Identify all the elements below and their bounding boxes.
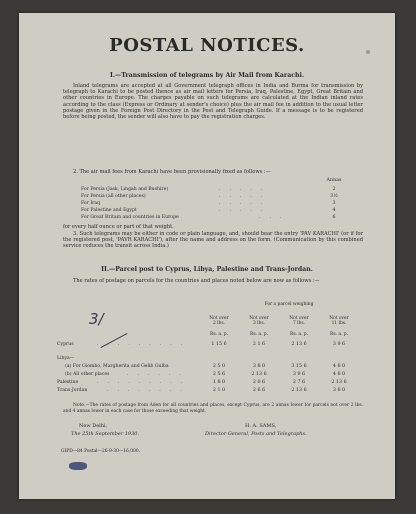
parcel-row-place: Palestine xyxy=(57,380,79,385)
col-header xyxy=(321,316,357,326)
col-header-l1: Not over xyxy=(249,316,269,321)
leader-dots: ..... xyxy=(219,201,272,206)
leader-dots: ..... xyxy=(219,194,272,199)
section-2-paragraph-1: The rates of postage on parcels for the countries and places noted below are now as follows :— xyxy=(73,278,320,284)
fee-row-dest: For Persia (Jask, Lingah and Bushire) xyxy=(81,187,169,192)
col-header-l2: 7 lbs. xyxy=(292,321,306,327)
parcel-rate: 2 5 0 xyxy=(212,364,226,369)
col-header-l2: 11 lbs. xyxy=(331,321,347,327)
section-1-paragraph-2: 2. The air mail fees from Karachi have been provisionally fixed as follows :— xyxy=(73,169,271,175)
notice-sheet xyxy=(19,13,395,499)
fee-row-dest: For Palestine and Egypt xyxy=(81,208,137,213)
fee-row-dest: For Persia (all other places) xyxy=(81,194,146,199)
leader-dots: ... xyxy=(259,215,291,220)
section-1-paragraph-3: 3. Such telegrams may be either in code or plain language, and, should bear the entry 'PAV KARACHI' (or if for the registered post, 'PAVR KARACHI'), after the name and address on the form. (Communication by this combined service reduces the transit across India.) xyxy=(63,231,363,250)
parcel-row-place: Trans-Jordan xyxy=(57,388,88,393)
parcel-rate: 2 5 6 xyxy=(212,372,226,377)
parcel-rate: 2 13 6 xyxy=(291,388,307,393)
parcel-rate: 2 7 6 xyxy=(292,380,306,385)
leader-dots: ......... xyxy=(97,342,192,347)
col-header-l1: Not over xyxy=(209,316,229,321)
col-header-l2: 2 lbs. xyxy=(212,321,226,327)
signatory-office: Director-General, Posts and Telegraphs. xyxy=(205,431,307,437)
signatory-name: H. A. SAMS, xyxy=(245,423,277,429)
parcel-rate: 4 6 0 xyxy=(332,372,346,377)
units-label: Rs. a. p. xyxy=(250,332,268,337)
section-1-paragraph-1: Inland telegrams are accepted at all Government telegraph offices in India and Burma for transmission by telegraph to Karachi to be posted thence as air mail letters for Persia, Iraq, Palestine, Egypt, Great Britain and other countries in Europe. The charges payable on such telegrams are calculated at the Indian inland rates according to the class (Express or Ordinary at sender's choice) plus the air mail fee in addition to the usual letter postage given in the Foreign Post Directory in the Post and Telegraph Guide. If a message is to be registered before being posted, the sender will also have to pay the registration charges. xyxy=(63,83,363,121)
parcel-rate: 3 15 6 xyxy=(291,364,307,369)
col-header-l1: Not over xyxy=(289,316,309,321)
parcel-rate: 3 9 6 xyxy=(332,342,346,347)
leader-dots: ..... xyxy=(219,187,272,192)
parcel-row-place: (b) All other places xyxy=(65,372,110,377)
parcel-rate: 2 13 6 xyxy=(331,380,347,385)
col-header xyxy=(241,316,277,326)
units-label: Rs. a. p. xyxy=(290,332,308,337)
ink-stamp-mark xyxy=(69,462,87,470)
page-title: POSTAL NOTICES. xyxy=(109,35,305,56)
parcel-rate: 2 13 6 xyxy=(251,372,267,377)
fee-row-amount: 3½ xyxy=(330,194,338,199)
parcel-rate: 2 6 6 xyxy=(252,388,266,393)
parcel-rate: 4 6 0 xyxy=(332,364,346,369)
units-label: Rs. a. p. xyxy=(210,332,228,337)
issue-date: The 25th September 1930. xyxy=(71,431,140,437)
leader-dots: ......... xyxy=(97,380,192,385)
parcel-rate: 1 15 6 xyxy=(211,342,227,347)
fee-row-amount: 6 xyxy=(332,215,336,220)
section-2-heading: II.—Parcel post to Cyprus, Libya, Palestine and Trans-Jordan. xyxy=(101,266,313,273)
parcel-row-place: (a) For Giombo, Margherita and Gelib Gulba xyxy=(65,364,169,369)
parcel-row-place: Cyprus xyxy=(57,342,74,347)
annas-header: Annas xyxy=(326,178,342,183)
leader-dots: ..... xyxy=(219,208,272,213)
leader-dots: ...... xyxy=(127,372,190,377)
section-2-note: Note.—The rates of postage from Aden for all countries and places, except Cyprus, are 2 annas lower for parcels not over 2 lbs. and 4 annas lower in each case for those exceeding that weight. xyxy=(63,403,363,414)
parcel-rate: 2 0 6 xyxy=(252,380,266,385)
col-header-l2: 3 lbs. xyxy=(252,321,266,327)
parcel-rate: 2 1 0 xyxy=(212,388,226,393)
section-1-heading: I.—Transmission of telegrams by Air Mail from Karachi. xyxy=(110,72,304,79)
fee-row-amount: 3 xyxy=(332,201,336,206)
col-header xyxy=(201,316,237,326)
fee-row-amount: 4 xyxy=(332,208,336,213)
parcel-rate: 3 8 0 xyxy=(252,364,266,369)
units-label: Rs. a. p. xyxy=(330,332,348,337)
parcel-row-place: Libya— xyxy=(57,356,75,361)
parcel-rate: 3 6 0 xyxy=(332,388,346,393)
section-1-paragraph-2b: for every half ounce or part of that weight. xyxy=(63,224,174,230)
fee-row-amount: 2 xyxy=(332,187,336,192)
handwritten-mark: 3/ xyxy=(89,310,104,328)
issue-place: New Delhi, xyxy=(79,423,108,429)
parcel-rate: 1 8 0 xyxy=(212,380,226,385)
fee-row-dest: For Iraq xyxy=(81,201,101,206)
parcel-rate: 2 13 6 xyxy=(291,342,307,347)
printer-line: GIPD—84 Postal—26-9-30—16,000. xyxy=(61,449,141,454)
parcel-rate: 3 9 6 xyxy=(292,372,306,377)
col-header xyxy=(281,316,317,326)
paper-stain xyxy=(366,50,370,54)
parcel-rate: 2 1 6 xyxy=(252,342,266,347)
fee-row-dest: For Great Britain and countries in Europe xyxy=(81,215,179,220)
col-header-l1: Not over xyxy=(329,316,349,321)
weighing-header: For a parcel weighing xyxy=(264,302,314,307)
leader-dots: ........ xyxy=(107,388,191,393)
